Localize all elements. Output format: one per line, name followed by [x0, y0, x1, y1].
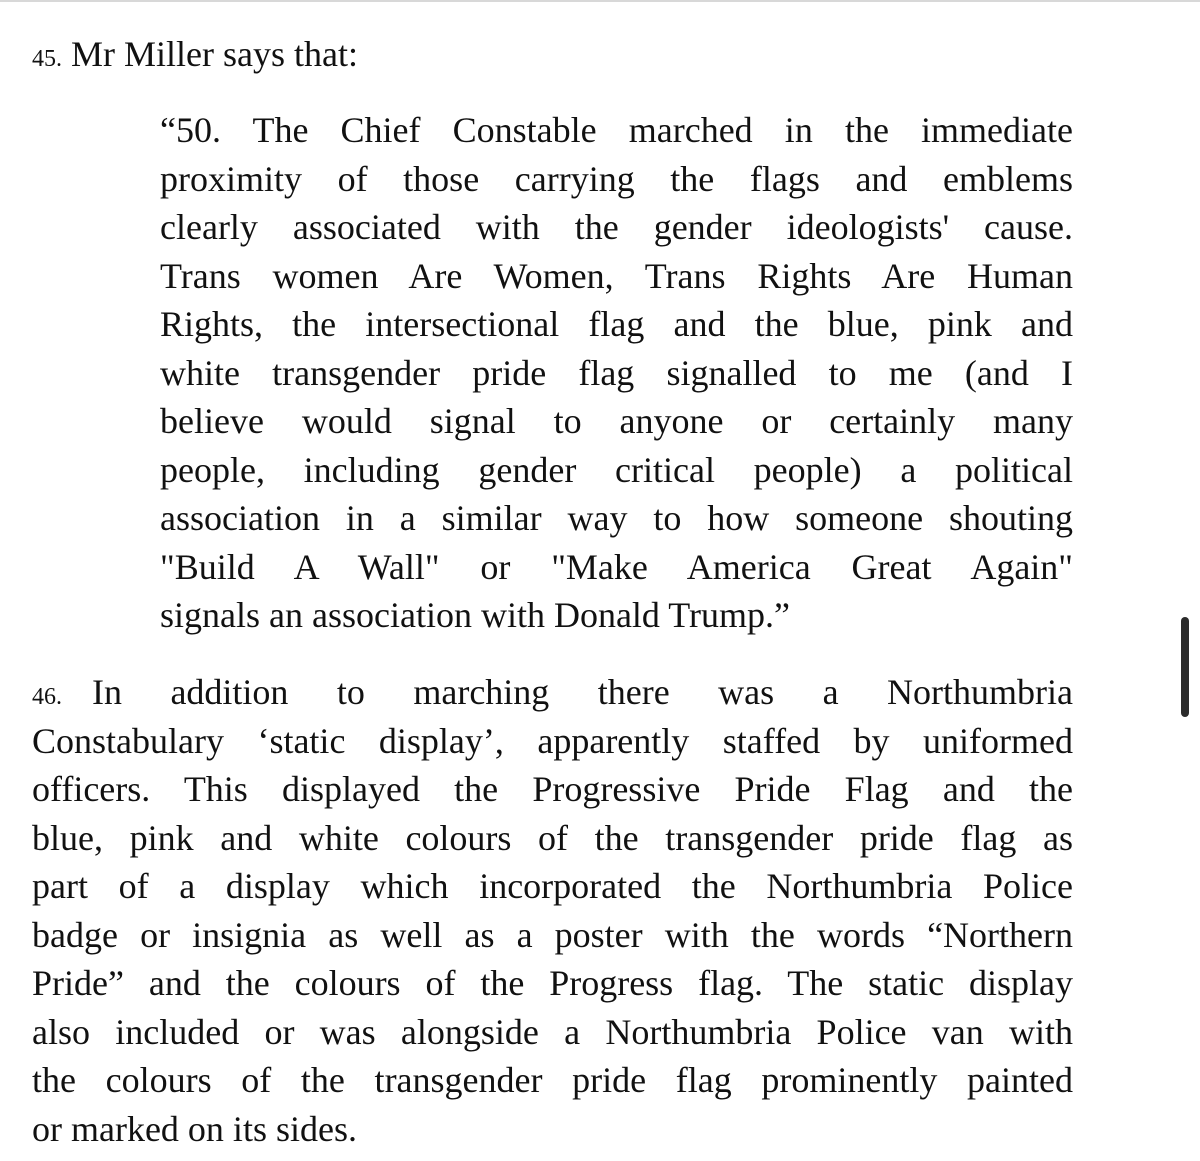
quote-line: “50. The Chief Constable marched in the immediate — [160, 110, 1073, 150]
quote-line: association in a similar way to how someone shouting — [160, 498, 1073, 538]
paragraph-intro: Mr Miller says that: — [71, 34, 358, 74]
paragraph-number: 45. — [32, 46, 62, 72]
quote-line: Rights, the intersectional flag and the blue, pink and — [160, 304, 1073, 344]
quote-line: believe would signal to anyone or certainly many — [160, 401, 1073, 441]
quote-line: people, including gender critical people) a political — [160, 450, 1073, 490]
paragraph-line: officers. This displayed the Progressive Pride Flag and the — [32, 769, 1073, 809]
quote-line: proximity of those carrying the flags and emblems — [160, 159, 1073, 199]
paragraph-line: the colours of the transgender pride flag prominently painted — [32, 1060, 1073, 1100]
paragraph-46-first-line — [32, 668, 1073, 716]
quote-line: "Build A Wall" or "Make America Great Again" — [160, 547, 1073, 587]
paragraph-line: also included or was alongside a Northumbria Police van with — [32, 1012, 1073, 1052]
scrollbar-thumb[interactable] — [1181, 617, 1189, 717]
paragraph-line: badge or insignia as well as a poster with the words “Northern — [32, 915, 1073, 955]
paragraph-line: Constabulary ‘static display’, apparently staffed by uniformed — [32, 721, 1073, 761]
quote-line: white transgender pride flag signalled to me (and I — [160, 353, 1073, 393]
paragraph-line: In addition to marching there was a Northumbria — [92, 672, 1073, 712]
top-divider — [0, 0, 1200, 2]
paragraph-45-heading — [32, 30, 358, 78]
paragraph-line: part of a display which incorporated the Northumbria Police — [32, 866, 1073, 906]
quote-line: Trans women Are Women, Trans Rights Are Human — [160, 256, 1073, 296]
quote-line: clearly associated with the gender ideologists' cause. — [160, 207, 1073, 247]
paragraph-line: Pride” and the colours of the Progress flag. The static display — [32, 963, 1073, 1003]
paragraph-line: or marked on its sides. — [32, 1109, 357, 1149]
paragraph-line: blue, pink and white colours of the transgender pride flag as — [32, 818, 1073, 858]
quote-line: signals an association with Donald Trump.” — [160, 595, 790, 635]
paragraph-number: 46. — [32, 684, 62, 710]
